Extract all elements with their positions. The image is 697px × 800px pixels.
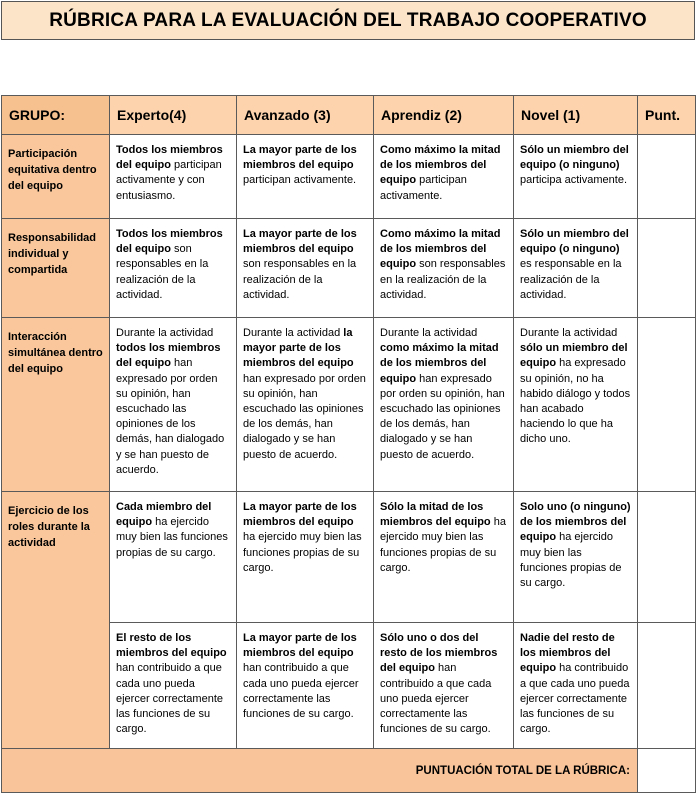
header-grupo: GRUPO:: [2, 96, 110, 135]
row-label-interaccion: Interacción simultánea dentro del equipo: [2, 318, 110, 492]
total-score-cell[interactable]: [638, 749, 696, 793]
text-segment: han contribuido a que cada uno pueda ejercer correctamente las funciones de su cargo.: [380, 662, 492, 736]
row-label-participacion: Participación equitativa dentro del equipo: [2, 135, 110, 219]
text-segment: participa activamente.: [520, 174, 627, 187]
bold-text-segment: La mayor parte de los miembros del equipo: [243, 501, 357, 529]
bold-text-segment: La mayor parte de los miembros del equipo: [243, 228, 357, 256]
text-segment: han contribuido a que cada uno pueda ejercer correctamente las funciones de su cargo.: [243, 662, 359, 721]
cell-aprendiz: [374, 135, 514, 219]
score-cell[interactable]: [638, 492, 696, 623]
cell-avanzado: [237, 219, 374, 318]
rubric-table: [1, 95, 696, 793]
text-segment: ha ejercido muy bien las funciones propias de su cargo.: [380, 516, 506, 574]
header-novel: Novel (1): [514, 96, 638, 135]
header-avanzado: Avanzado (3): [237, 96, 374, 135]
bold-text-segment: Solo uno (o ninguno) de los miembros del equipo: [520, 501, 631, 544]
bold-text-segment: todos los miembros del equipo: [116, 342, 221, 370]
text-segment: ha expresado su opinión, no ha habido diálogo y todos han acabado haciendo lo que ha dicho uno.: [520, 357, 631, 446]
bold-text-segment: La mayor parte de los miembros del equipo: [243, 632, 357, 660]
text-segment: participan activamente y con entusiasmo.: [116, 159, 222, 202]
bold-text-segment: Sólo uno o dos del resto de los miembros del equipo: [380, 632, 498, 675]
total-label: PUNTUACIÓN TOTAL DE LA RÚBRICA:: [2, 749, 638, 793]
bold-text-segment: Como máximo la mitad de los miembros del equipo: [380, 228, 501, 271]
cell-novel: [514, 492, 638, 623]
text-segment: participan activamente.: [243, 174, 357, 187]
score-cell[interactable]: [638, 135, 696, 219]
bold-text-segment: sólo un miembro del equipo: [520, 342, 628, 370]
row-responsabilidad: [2, 219, 696, 318]
bold-text-segment: Como máximo la mitad de los miembros del equipo: [380, 144, 501, 187]
cell-avanzado: [237, 135, 374, 219]
cell-aprendiz: [374, 318, 514, 492]
text-segment: son responsables en la realización de la actividad.: [380, 258, 506, 301]
cell-novel: [514, 318, 638, 492]
bold-text-segment: El resto de los miembros del equipo: [116, 632, 227, 660]
cell-avanzado: [237, 492, 374, 623]
bold-text-segment: Todos los miembros del equipo: [116, 144, 223, 172]
text-segment: ha contribuido a que cada uno pueda ejercer correctamente las funciones de su cargo.: [520, 662, 630, 736]
text-segment: ha ejercido muy bien las funciones propias de su cargo.: [243, 531, 362, 574]
cell-aprendiz: [374, 492, 514, 623]
bold-text-segment: Sólo un miembro del equipo (o ninguno): [520, 144, 629, 172]
text-segment: son responsables en la realización de la actividad.: [243, 258, 357, 301]
cell-experto: [110, 623, 237, 749]
total-row: [2, 749, 696, 793]
cell-novel: [514, 219, 638, 318]
text-segment: participan activamente.: [380, 174, 467, 202]
row-roles: [2, 492, 696, 623]
text-segment: Durante la actividad: [380, 327, 478, 339]
cell-avanzado: [237, 318, 374, 492]
cell-experto: [110, 219, 237, 318]
row-label-roles: Ejercicio de los roles durante la actividad: [2, 492, 110, 749]
header-experto: Experto(4): [110, 96, 237, 135]
bold-text-segment: La mayor parte de los miembros del equipo: [243, 144, 357, 172]
bold-text-segment: Sólo la mitad de los miembros del equipo: [380, 501, 491, 529]
text-segment: ha ejercido muy bien las funciones propias de su cargo.: [116, 516, 228, 559]
text-segment: han expresado por orden su opinión, han escuchado las opiniones de los demás, han dialogado y se han puesto de acuerdo.: [116, 357, 225, 476]
cell-experto: [110, 492, 237, 623]
text-segment: han expresado por orden su opinión, han escuchado las opiniones de los demás, han dialogado y se han puesto de acuerdo.: [380, 372, 505, 461]
bold-text-segment: como máximo la mitad de los miembros del equipo: [380, 342, 499, 385]
score-cell[interactable]: [638, 623, 696, 749]
page-title: RÚBRICA PARA LA EVALUACIÓN DEL TRABAJO COOPERATIVO: [1, 1, 695, 40]
text-segment: es responsable en la realización de la actividad.: [520, 258, 622, 301]
text-segment: Durante la actividad: [520, 327, 618, 339]
score-cell[interactable]: [638, 219, 696, 318]
bold-text-segment: Nadie del resto de los miembros del equipo: [520, 632, 615, 675]
row-participacion: [2, 135, 696, 219]
cell-experto: [110, 318, 237, 492]
row-interaccion: [2, 318, 696, 492]
text-segment: son responsables en la realización de la actividad.: [116, 243, 209, 301]
text-segment: han contribuido a que cada uno pueda ejercer correctamente las funciones de su cargo.: [116, 662, 223, 736]
text-segment: Durante la actividad: [116, 327, 214, 339]
header-punt: Punt.: [638, 96, 696, 135]
row-label-responsabilidad: Responsabilidad individual y compartida: [2, 219, 110, 318]
cell-aprendiz: [374, 623, 514, 749]
cell-experto: [110, 135, 237, 219]
bold-text-segment: Sólo un miembro del equipo (o ninguno): [520, 228, 629, 256]
cell-novel: [514, 135, 638, 219]
cell-avanzado: [237, 623, 374, 749]
cell-aprendiz: [374, 219, 514, 318]
bold-text-segment: Todos los miembros del equipo: [116, 228, 223, 256]
text-segment: han expresado por orden su opinión, han escuchado las opiniones de los demás, han dialogado y se han puesto de acuerdo.: [243, 372, 366, 461]
bold-text-segment: la mayor parte de los miembros del equipo: [243, 327, 354, 370]
score-cell[interactable]: [638, 318, 696, 492]
bold-text-segment: Cada miembro del equipo: [116, 501, 212, 529]
cell-novel: [514, 623, 638, 749]
text-segment: ha ejercido muy bien las funciones propias de su cargo.: [520, 531, 622, 590]
header-row: [2, 96, 696, 135]
header-aprendiz: Aprendiz (2): [374, 96, 514, 135]
text-segment: Durante la actividad: [243, 327, 344, 339]
